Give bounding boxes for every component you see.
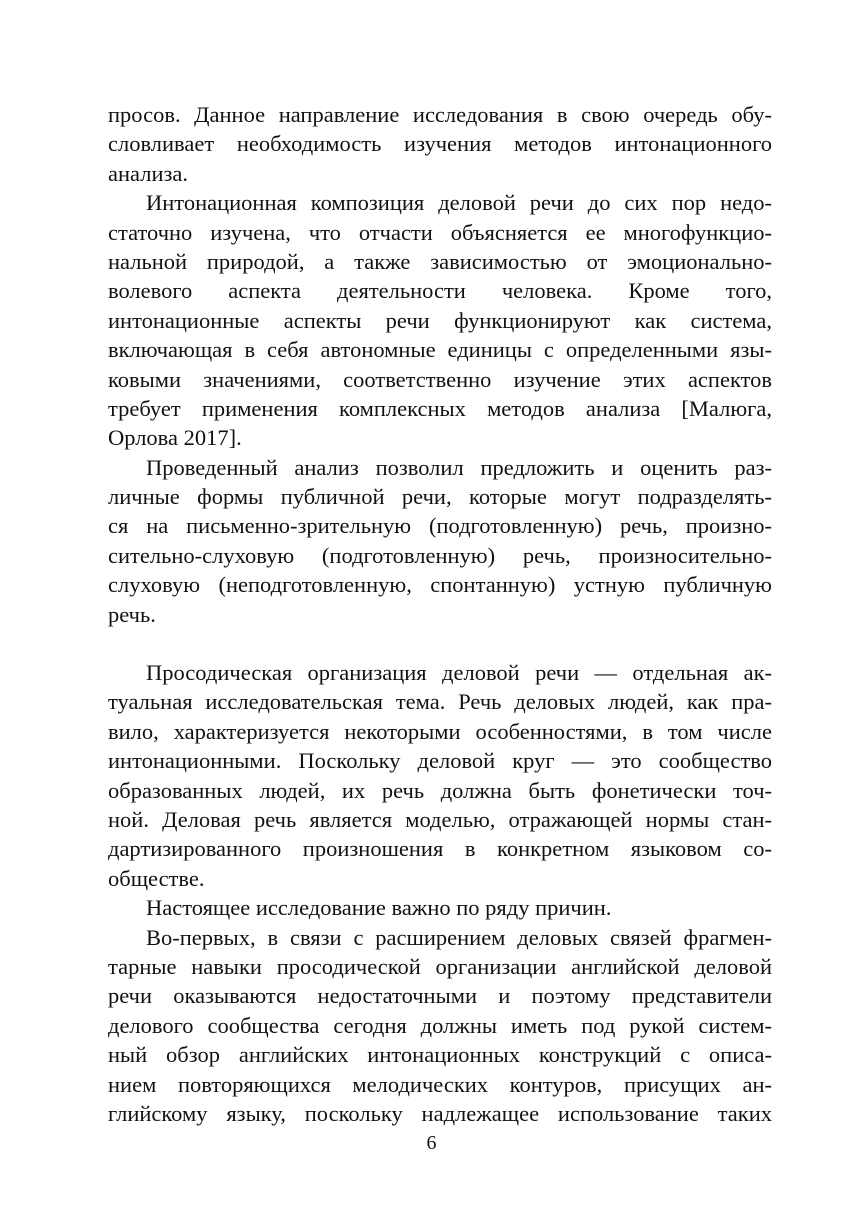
text-line: ковыми значениями, соответственно изучение этих аспектов bbox=[108, 366, 772, 392]
text-line: Проведенный анализ позволил предложить и оценить раз- bbox=[146, 454, 772, 480]
text-line: интонационные аспекты речи функционируют как система, bbox=[108, 307, 772, 333]
page-body bbox=[108, 100, 772, 1128]
text-line: интонационными. Поскольку деловой круг — это сообщество bbox=[108, 748, 772, 774]
text-line: Просодическая организация деловой речи — отдельная ак- bbox=[146, 660, 772, 686]
text-line: Во-первых, в связи с расширением деловых связей фрагмен- bbox=[146, 924, 772, 950]
text-line: словливает необходимость изучения методов интонационного bbox=[108, 131, 772, 157]
text-line: Орлова 2017]. bbox=[108, 425, 242, 451]
text-line: требует применения комплексных методов анализа [Малюга, bbox=[108, 395, 772, 421]
text-line: речь. bbox=[108, 601, 156, 627]
text-line: образованных людей, их речь должна быть фонетически точ- bbox=[108, 777, 772, 803]
text-line: включающая в себя автономные единицы с определенными язы- bbox=[108, 337, 772, 363]
text-line: Интонационная композиция деловой речи до сих пор недо- bbox=[146, 190, 772, 216]
paragraph-gap bbox=[108, 629, 772, 658]
text-line: ной. Деловая речь является моделью, отражающей нормы стан- bbox=[108, 806, 772, 832]
paragraph bbox=[108, 188, 772, 453]
text-line: дартизированного произношения в конкретном языковом со- bbox=[108, 836, 772, 862]
text-line: анализа. bbox=[108, 160, 188, 186]
paragraph bbox=[108, 923, 772, 1129]
paragraph bbox=[108, 453, 772, 629]
text-line: обществе. bbox=[108, 865, 205, 891]
paragraph bbox=[108, 658, 772, 893]
text-line: нием повторяющихся мелодических контуров, присущих ан- bbox=[108, 1071, 772, 1097]
text-line: ный обзор английских интонационных конструкций с описа- bbox=[108, 1042, 772, 1068]
page-number: 6 bbox=[426, 1132, 437, 1154]
text-line: статочно изучена, что отчасти объясняется ее многофункцио- bbox=[108, 219, 772, 245]
text-line: глийскому языку, поскольку надлежащее использование таких bbox=[108, 1100, 772, 1126]
text-line: сительно-слуховую (подготовленную) речь, произносительно- bbox=[108, 542, 772, 568]
text-line: тарные навыки просодической организации английской деловой bbox=[108, 953, 772, 979]
text-line: речи оказываются недостаточными и поэтому представители bbox=[108, 983, 772, 1009]
paragraph bbox=[108, 100, 772, 188]
text-line: нальной природой, а также зависимостью от эмоционально- bbox=[108, 248, 772, 274]
text-line: туальная исследовательская тема. Речь деловых людей, как пра- bbox=[108, 689, 772, 715]
text-line: слуховую (неподготовленную, спонтанную) устную публичную bbox=[108, 572, 772, 598]
text-line: Настоящее исследование важно по ряду причин. bbox=[146, 895, 612, 921]
paragraph bbox=[108, 893, 772, 922]
text-line: вило, характеризуется некоторыми особенностями, в том числе bbox=[108, 718, 772, 744]
text-line: личные формы публичной речи, которые могут подразделять- bbox=[108, 484, 772, 510]
text-line: просов. Данное направление исследования в свою очередь обу- bbox=[108, 102, 772, 127]
paragraphs-container bbox=[108, 100, 772, 1128]
text-line: волевого аспекта деятельности человека. Кроме того, bbox=[108, 278, 772, 304]
text-line: делового сообщества сегодня должны иметь под рукой систем- bbox=[108, 1012, 772, 1038]
text-line: ся на письменно-зрительную (подготовленную) речь, произно- bbox=[108, 513, 772, 539]
